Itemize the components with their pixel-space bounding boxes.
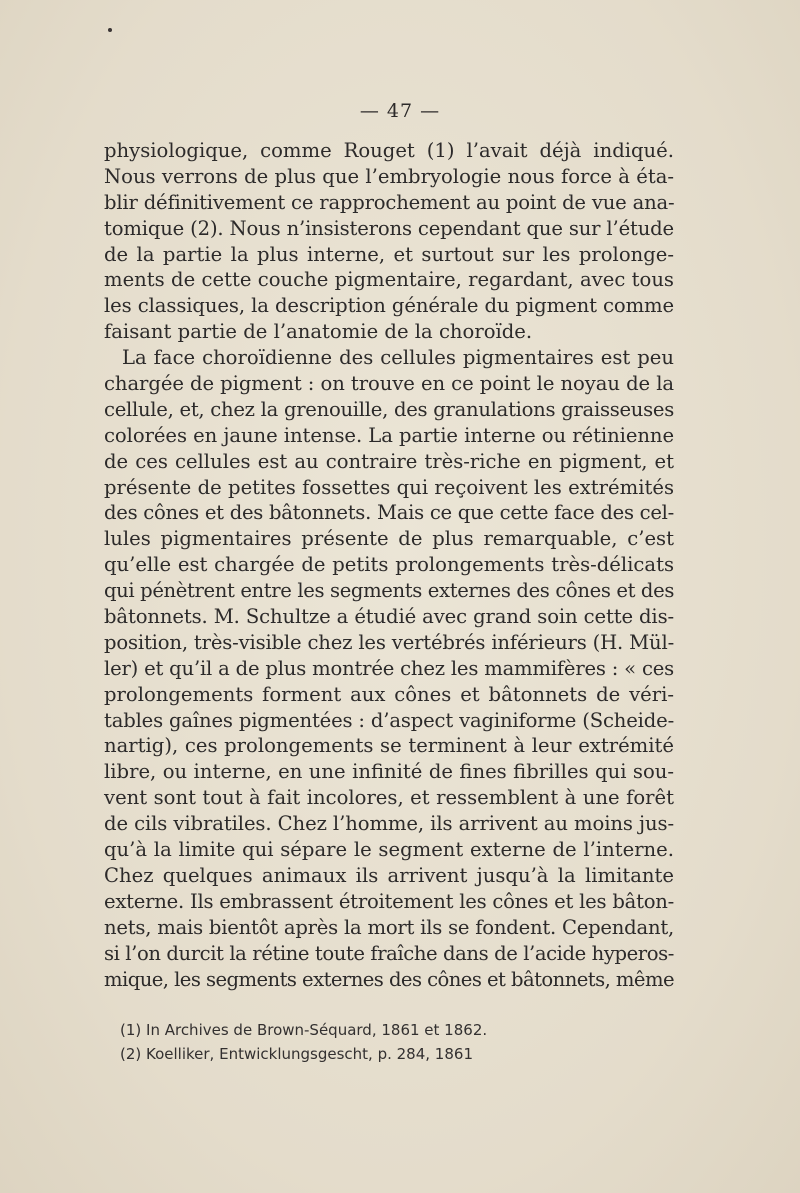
text-line: de la partie la plus interne, et surtout sur les prolonge-: [104, 242, 674, 266]
text-line: des cônes et des bâtonnets. Mais ce que cette face des cel-: [104, 501, 674, 525]
text-line: qu’à la limite qui sépare le segment externe de l’interne.: [104, 838, 674, 862]
text-line: les classiques, la description générale du pigment comme: [104, 294, 675, 318]
text-line: mique, les segments externes des cônes et bâtonnets, même: [104, 967, 674, 991]
text-line: faisant partie de l’anatomie de la choroïde.: [104, 320, 533, 344]
text-line: Nous verrons de plus que l’embryologie nous force à éta-: [104, 164, 674, 188]
text-line: tomique (2). Nous n’insisterons cependant que sur l’étude: [104, 216, 674, 240]
ink-speck: [108, 28, 112, 32]
footnotes: [120, 1018, 640, 1066]
text-line: qu’elle est chargée de petits prolongements très-délicats: [104, 553, 674, 577]
text-line: physiologique, comme Rouget (1) l’avait déjà indiqué.: [104, 139, 674, 162]
text-line: ments de cette couche pigmentaire, regardant, avec tous: [104, 268, 674, 292]
text-line: cellule, et, chez la grenouille, des granulations graisseuses: [104, 397, 674, 421]
text-line: colorées en jaune intense. La partie interne ou rétinienne: [104, 423, 675, 447]
text-line: nets, mais bientôt après la mort ils se fondent. Cependant,: [104, 915, 674, 939]
text-line: de cils vibratiles. Chez l’homme, ils arrivent au moins jus-: [104, 812, 674, 836]
text-line: vent sont tout à fait incolores, et ressemblent à une forêt: [104, 786, 674, 810]
text-line: lules pigmentaires présente de plus remarquable, c’est: [104, 527, 674, 551]
text-line: blir définitivement ce rapprochement au point de vue ana-: [104, 190, 675, 214]
text-line: de ces cellules est au contraire très-riche en pigment, et: [104, 449, 674, 473]
text-line: qui pénètrent entre les segments externes des cônes et des: [104, 579, 675, 603]
footnote: (2) Koelliker, Entwicklungsgescht, p. 284, 1861: [120, 1045, 473, 1063]
body-text: [104, 138, 674, 992]
text-line: si l’on durcit la rétine toute fraîche dans de l’acide hyperos-: [104, 941, 674, 965]
text-line: prolongements forment aux cônes et bâtonnets de véri-: [104, 682, 674, 706]
text-line: externe. Ils embrassent étroitement les cônes et les bâton-: [104, 889, 675, 913]
text-line: présente de petites fossettes qui reçoivent les extrémités: [104, 475, 674, 499]
text-line: position, très-visible chez les vertébrés inférieurs (H. Mül-: [104, 630, 675, 654]
text-line: ler) et qu’il a de plus montrée chez les mammifères : « ces: [104, 656, 675, 680]
footnote: (1) In Archives de Brown-Séquard, 1861 et 1862.: [120, 1021, 488, 1039]
text-line: Chez quelques animaux ils arrivent jusqu’à la limitante: [104, 863, 674, 887]
text-line: bâtonnets. M. Schultze a étudié avec grand soin cette dis-: [104, 605, 675, 629]
text-line: libre, ou interne, en une infinité de fines fibrilles qui sou-: [104, 760, 674, 784]
text-line: La face choroïdienne des cellules pigmentaires est peu: [122, 346, 674, 370]
text-line: chargée de pigment : on trouve en ce point le noyau de la: [104, 372, 675, 396]
page-number: — 47 —: [359, 100, 441, 122]
text-line: nartig), ces prolongements se terminent à leur extrémité: [104, 734, 674, 758]
text-line: tables gaînes pigmentées : d’aspect vaginiforme (Scheide-: [104, 708, 675, 732]
